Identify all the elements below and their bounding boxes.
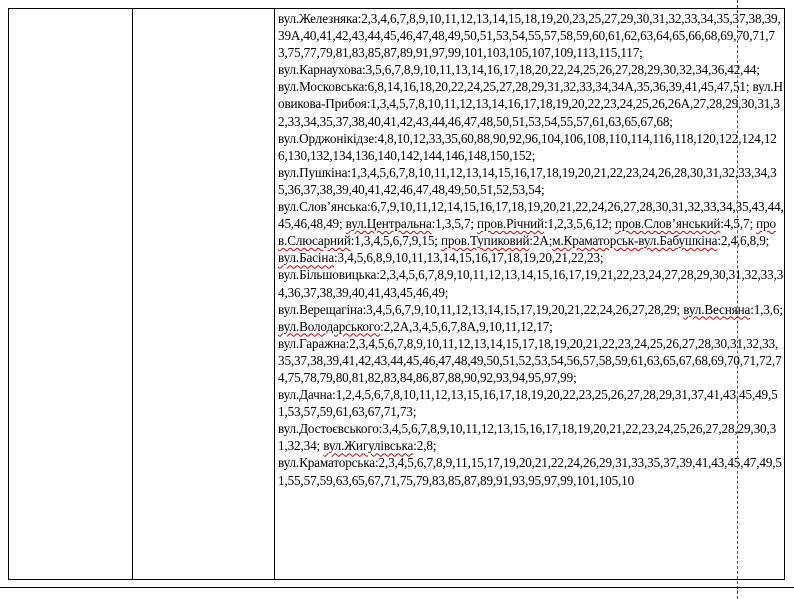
address-segment: :2,4,6,8,9; [717, 233, 770, 249]
address-segment: вул.Дачна:1,2,4,5,6,7,8,10,11,12,13,15,16,17,18,19,20,22,23,25,26,27,28,29,31,37,41,43,45,49,51,53,57,59,61,63,67,71,73; [278, 387, 778, 420]
address-segment: :3,4,5,6,8,9,10,11,13,14,15,16,17,18,19,20,21,22,23; [334, 250, 604, 266]
table-cell-empty-1 [9, 9, 133, 580]
table-row [9, 9, 785, 580]
text-boundary-line [737, 0, 738, 599]
street-name-spellcheck: пров.Слюсарний [278, 216, 776, 249]
address-segment: :4,5,7; [720, 216, 757, 232]
street-name-spellcheck: пров.Тупиковий [440, 233, 530, 249]
address-segment: вул.Більшовицька:2,3,4,5,6,7,8,9,10,11,12,13,14,15,16,17,19,21,22,23,24,27,28,29,30,31,32,33,34,36,37,38,39,40,41,43,45,46,49; [278, 267, 784, 300]
street-name-spellcheck: вул.Весняна [683, 301, 751, 317]
street-name-spellcheck: вул.Володарського [278, 318, 381, 334]
address-text [275, 9, 784, 578]
address-segment: :1,3,6; [750, 301, 783, 317]
address-paragraph [278, 10, 784, 61]
address-paragraph [278, 61, 784, 78]
address-segment: вул.Достоєвського:3,4,5,6,7,8,9,10,11,12,13,15,16,17,18,19,20,21,22,23,24,25,26,27,28,29,30,31,32,34; [278, 421, 777, 454]
address-paragraph [278, 266, 784, 300]
address-paragraph [278, 249, 784, 266]
address-segment: вул.Московська:6,8,14,16,18,20,22,24,25,27,28,29,31,32,33,34,34А,35,36,39,41,45,47,51; вул.Новикова-Прибоя:1,3,4,5,7,8,10,11,12,13,14,16,17,18,19,20,22,23,24,25,26,26А,27,28,29,30,31,32,33,34,35,37,38,40,41,42,43,44,46,47,48,50,51,53,54,55,57,61,63,65,67,68; [278, 79, 783, 129]
street-name-spellcheck: м.Краматорськ-вул.Бабушкіна [552, 233, 718, 249]
table-cell-empty-2 [133, 9, 275, 580]
address-segment: вул.Гаражна:2,3,4,5,6,7,8,9,10,11,12,13,14,15,17,18,19,20,21,22,23,24,25,26,27,28,30,31,32,33,35,37,38,39,41,42,43,44,45,46,47,48,49,50,51,52,53,54,56,57,58,59,61,63,65,67,68,69,70,71,72,74,75,78,79,80,81,82,83,84,86,87,88,90,92,93,94,95,97,99; [278, 335, 782, 385]
table-cell-addresses [275, 9, 785, 580]
street-name-spellcheck: пров.Слов’янський [614, 216, 721, 232]
address-segment: вул.Карнаухова:3,5,6,7,8,9,10,11,13,14,16,17,18,20,22,24,25,26,27,28,29,30,32,34,36,42,44; [278, 62, 760, 78]
address-segment: :1,3,4,5,6,7,9,15; [350, 233, 441, 249]
address-paragraph [278, 335, 784, 386]
bottom-rule [0, 587, 794, 588]
address-segment: вул.Слов’янська:6,7,9,10,11,12,14,15,16,17,18,19,20,21,22,24,26,27,28,30,31,32,33,34,35,43,44,45,46,48,49; [278, 199, 784, 232]
address-segment: вул.Пушкіна:1,3,4,5,6,7,8,10,11,12,13,14,15,16,17,18,19,20,21,22,23,24,26,28,30,31,32,33,34,35,36,37,38,39,40,41,42,46,47,48,49,50,51,52,53,54; [278, 164, 777, 197]
street-name-spellcheck: вул.Жигулівська [323, 438, 414, 454]
address-segment: :1,3,5,7; [431, 216, 478, 232]
address-paragraph [278, 386, 784, 420]
address-paragraph [278, 164, 784, 198]
address-segment: вул.Орджонікідзе:4,8,10,12,33,35,60,88,90,92,96,104,106,108,110,114,116,118,120,122,124,126,130,132,134,136,140,142,144,146,148,150,152; [278, 130, 777, 163]
address-paragraph [278, 420, 784, 454]
address-paragraph [278, 198, 784, 249]
address-segment: :2,2А,3,4,5,6,7,8А,9,10,11,12,17; [380, 318, 553, 334]
address-table [8, 8, 785, 580]
address-paragraph [278, 454, 784, 488]
address-paragraph [278, 78, 784, 129]
address-segment: :1,2,3,5,6,12; [543, 216, 615, 232]
street-name-spellcheck: пров.Річний [477, 216, 544, 232]
address-segment: вул.Железняка:2,3,4,6,7,8,9,10,11,12,13,14,15,18,19,20,23,25,27,29,30,31,32,33,34,35,37,38,39,39А,40,41,42,43,44,45,46,47,48,49,50,51,53,54,55,57,58,59,60,61,62,63,64,65,66,68,69,70,71,73,75,77,79,81,83,85,87,89,91,97,99,101,103,105,107,109,113,115,117; [278, 11, 781, 61]
address-paragraph [278, 130, 784, 164]
address-segment: вул.Верещагіна:3,4,5,6,7,9,10,11,12,13,14,15,17,19,20,21,22,24,26,27,28,29; [278, 301, 684, 317]
address-paragraph [278, 301, 784, 335]
address-segment: :2А; [529, 233, 553, 249]
street-name-spellcheck: вул.Центральна [345, 216, 432, 232]
street-name-spellcheck: вул.Басіна [278, 250, 335, 266]
address-segment: вул.Краматорська:2,3,4,5,6,7,8,9,11,15,17,19,20,21,22,24,26,29,31,33,35,37,39,41,43,45,47,49,51,55,57,59,63,65,67,71,75,79,83,85,87,89,91,93,95,97,99,101,105,10 [278, 455, 782, 488]
address-segment: :2,8; [413, 438, 437, 454]
